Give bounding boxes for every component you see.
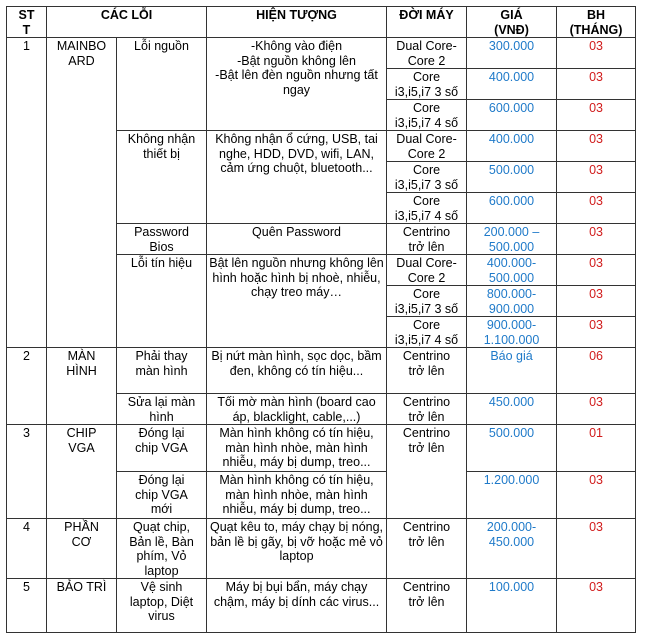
stt-cell: 2: [7, 348, 47, 425]
category-cell: BẢO TRÌ: [47, 579, 117, 633]
price-cell: 400.000- 500.000: [467, 255, 557, 286]
price-cell: 600.000: [467, 193, 557, 224]
symptom-cell: Quên Password: [207, 224, 387, 255]
error-cell: Quạt chip, Bản lề, Bàn phím, Vỏ laptop: [117, 519, 207, 579]
table-row: [7, 348, 636, 394]
stt-cell: 1: [7, 38, 47, 348]
price-cell: 200.000- 450.000: [467, 519, 557, 579]
model-cell: Dual Core- Core 2: [387, 131, 467, 162]
warranty-cell: 03: [557, 519, 636, 579]
symptom-cell: Màn hình không có tín hiệu, màn hình nhòe, màn hình nhiễu, máy bị dump, treo...: [207, 425, 387, 472]
model-cell: Core i3,i5,i7 4 số: [387, 100, 467, 131]
model-cell: Centrino trở lên: [387, 394, 467, 425]
warranty-cell: 03: [557, 162, 636, 193]
model-cell: Core i3,i5,i7 4 số: [387, 317, 467, 348]
category-cell: MÀN HÌNH: [47, 348, 117, 425]
table-header-row: [7, 7, 636, 38]
symptom-cell: Bật lên nguồn nhưng không lên hình hoặc hình bị nhoè, nhiễu, chạy treo máy…: [207, 255, 387, 348]
warranty-cell: 03: [557, 579, 636, 633]
price-cell: 500.000: [467, 425, 557, 472]
category-cell: MAINBO ARD: [47, 38, 117, 348]
table-row: [7, 425, 636, 472]
header-warranty: BH (THÁNG): [557, 7, 636, 38]
price-cell: 450.000: [467, 394, 557, 425]
symptom-cell: Tối mờ màn hình (board cao áp, blacklight, cable,...): [207, 394, 387, 425]
warranty-cell: 03: [557, 224, 636, 255]
header-symptoms: HIỆN TƯỢNG: [207, 7, 387, 38]
header-stt: ST T: [7, 7, 47, 38]
warranty-cell: 01: [557, 425, 636, 472]
price-cell: Báo giá: [467, 348, 557, 394]
price-cell: 600.000: [467, 100, 557, 131]
repair-price-table: [6, 6, 636, 633]
model-cell: Dual Core- Core 2: [387, 38, 467, 69]
error-cell: Đóng lại chip VGA: [117, 425, 207, 472]
warranty-cell: 03: [557, 38, 636, 69]
model-cell: Core i3,i5,i7 3 số: [387, 286, 467, 317]
model-cell: Core i3,i5,i7 3 số: [387, 69, 467, 100]
price-cell: 1.200.000: [467, 472, 557, 519]
error-cell: Password Bios: [117, 224, 207, 255]
model-cell: Centrino trở lên: [387, 579, 467, 633]
warranty-cell: 03: [557, 255, 636, 286]
error-cell: Lỗi tín hiệu: [117, 255, 207, 348]
symptom-cell: Không nhận ổ cứng, USB, tai nghe, HDD, DVD, wifi, LAN, cảm ứng chuột, bluetooth...: [207, 131, 387, 224]
table-row: [7, 38, 636, 69]
model-cell: Core i3,i5,i7 4 số: [387, 193, 467, 224]
error-cell: Sửa lại màn hình: [117, 394, 207, 425]
price-cell: 800.000- 900.000: [467, 286, 557, 317]
error-cell: Không nhận thiết bị: [117, 131, 207, 224]
stt-cell: 5: [7, 579, 47, 633]
model-cell: Centrino trở lên: [387, 425, 467, 519]
warranty-cell: 03: [557, 472, 636, 519]
price-cell: 400.000: [467, 131, 557, 162]
price-cell: 100.000: [467, 579, 557, 633]
warranty-cell: 03: [557, 193, 636, 224]
header-model: ĐỜI MÁY: [387, 7, 467, 38]
warranty-cell: 06: [557, 348, 636, 394]
model-cell: Centrino trở lên: [387, 224, 467, 255]
model-cell: Centrino trở lên: [387, 519, 467, 579]
symptom-cell: -Không vào điện -Bật nguồn không lên -Bật lên đèn nguồn nhưng tất ngay: [207, 38, 387, 131]
warranty-cell: 03: [557, 286, 636, 317]
price-cell: 200.000 – 500.000: [467, 224, 557, 255]
symptom-cell: Màn hình không có tín hiệu, màn hình nhòe, màn hình nhiễu, máy bị dump, treo...: [207, 472, 387, 519]
price-cell: 300.000: [467, 38, 557, 69]
price-cell: 900.000- 1.100.000: [467, 317, 557, 348]
category-cell: CHIP VGA: [47, 425, 117, 519]
stt-cell: 3: [7, 425, 47, 519]
header-price: GIÁ (VNĐ): [467, 7, 557, 38]
model-cell: Centrino trở lên: [387, 348, 467, 394]
warranty-cell: 03: [557, 69, 636, 100]
symptom-cell: Máy bị bụi bẩn, máy chạy chậm, máy bị dính các virus...: [207, 579, 387, 633]
table-row: [7, 519, 636, 579]
error-cell: Lỗi nguồn: [117, 38, 207, 131]
price-cell: 400.000: [467, 69, 557, 100]
error-cell: Phải thay màn hình: [117, 348, 207, 394]
table-row: [7, 579, 636, 633]
warranty-cell: 03: [557, 100, 636, 131]
symptom-cell: Bị nứt màn hình, sọc dọc, bầm đen, không có tín hiệu...: [207, 348, 387, 394]
stt-cell: 4: [7, 519, 47, 579]
price-cell: 500.000: [467, 162, 557, 193]
warranty-cell: 03: [557, 394, 636, 425]
category-cell: PHẦN CƠ: [47, 519, 117, 579]
model-cell: Core i3,i5,i7 3 số: [387, 162, 467, 193]
warranty-cell: 03: [557, 317, 636, 348]
warranty-cell: 03: [557, 131, 636, 162]
symptom-cell: Quạt kêu to, máy chạy bị nóng, bản lề bị gãy, bị vỡ hoặc mẻ vỏ laptop: [207, 519, 387, 579]
error-cell: Vệ sinh laptop, Diệt virus: [117, 579, 207, 633]
error-cell: Đóng lại chip VGA mới: [117, 472, 207, 519]
model-cell: Dual Core- Core 2: [387, 255, 467, 286]
header-errors: CÁC LỖI: [47, 7, 207, 38]
